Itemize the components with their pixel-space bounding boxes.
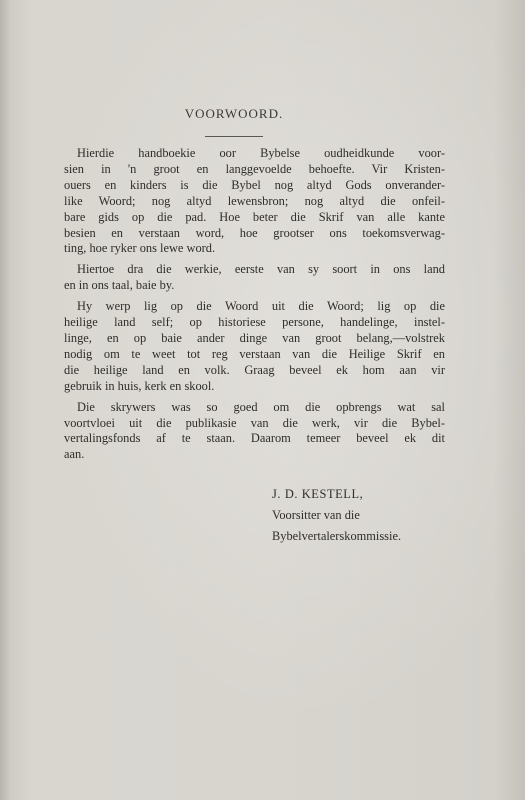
text-line: like Woord; nog altyd lewensbron; nog altyd die onfeil- (64, 193, 445, 208)
text-line: vertalingsfonds af te staan. Daarom temeer beveel ek dit (64, 431, 445, 446)
text-line: linge, en op baie ander dinge van groot belang,—volstrek (64, 330, 445, 345)
signatory-committee: Bybelvertalerskommissie. (272, 529, 402, 543)
signatory-name: J. D. KESTELL, (272, 487, 364, 501)
page-heading: VOORWOORD. (184, 106, 284, 121)
paragraph-3 (64, 299, 445, 394)
paragraph-1 (64, 146, 445, 257)
text-line: Hiertoe dra die werkie, eerste van sy soort in ons land (77, 262, 445, 277)
foreword-body (64, 146, 445, 468)
text-line: die heilige land en volk. Graag beveel ek hom aan vir (64, 362, 445, 377)
text-line: Hy werp lig op die Woord uit die Woord; lig op die (77, 299, 445, 314)
text-line: bare gids op die pad. Hoe beter die Skrif van alle kante (64, 209, 445, 224)
heading-divider (205, 136, 263, 137)
text-line: gebruik in huis, kerk en skool. (64, 378, 215, 393)
text-line: sien in 'n groot en langgevoelde behoefte. Vir Kristen- (64, 161, 445, 176)
text-line: nodig om te weet tot reg verstaan van die Heilige Skrif en (64, 346, 445, 361)
text-line: heilige land self; op historiese persone, handelinge, instel- (64, 315, 445, 330)
text-line: Die skrywers was so goed om die opbrengs wat sal (77, 399, 445, 414)
paragraph-4 (64, 400, 445, 464)
text-line: ting, hoe ryker ons lewe word. (64, 241, 216, 256)
signatory-title: Voorsitter van die (272, 508, 360, 522)
signature-block (272, 484, 401, 547)
paragraph-2 (64, 262, 445, 294)
text-line: Hierdie handboekie oor Bybelse oudheidkunde voor- (77, 146, 445, 160)
text-line: besien en verstaan word, hoe grootser ons toekomsverwag- (64, 225, 445, 240)
text-line: ouers en kinders is die Bybel nog altyd Gods onverander- (64, 177, 445, 192)
text-line: voortvloei uit die publikasie van die werk, vir die Bybel- (64, 415, 445, 430)
text-line: aan. (64, 447, 85, 462)
text-line: en in ons taal, baie by. (64, 278, 175, 293)
